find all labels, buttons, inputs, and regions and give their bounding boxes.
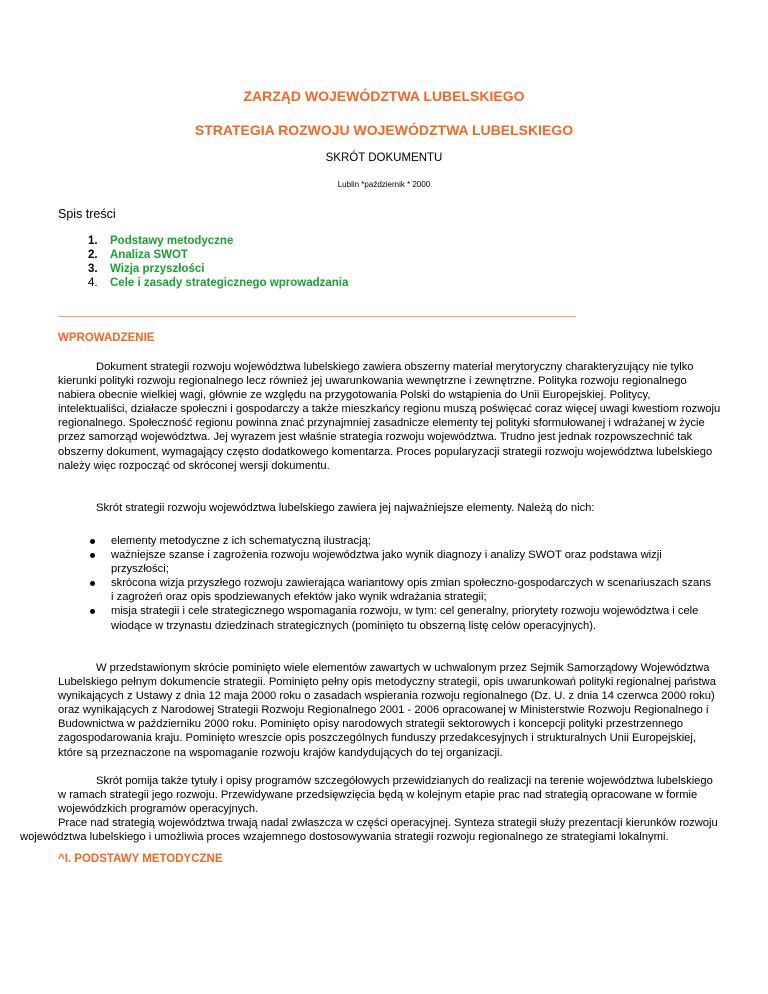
list-item	[96, 548, 716, 576]
list-item-text: skrócona wizja przyszłego rozwoju zawierająca wariantowy opis zmian społeczno-gospodarczych w scenariuszach szans i zagrożeń oraz opis spodziewanych efektów jako wynik wdrażania strategii;	[111, 577, 712, 604]
elements-list	[96, 534, 716, 633]
intro-paragraph-2: Skrót strategii rozwoju województwa lubelskiego zawiera jej najważniejsze elementy. Należą do nich:	[96, 502, 595, 514]
table-of-contents	[88, 234, 348, 290]
list-item	[96, 534, 716, 548]
horizontal-divider	[58, 316, 576, 317]
toc-number: 4.	[88, 277, 98, 289]
toc-title: Spis treści	[58, 207, 116, 221]
toc-item-swot[interactable]	[88, 248, 348, 262]
toc-item-wizja[interactable]	[88, 262, 348, 276]
document-subtitle: SKRÓT DOKUMENTU	[325, 152, 443, 164]
list-item-text: misja strategii i cele strategicznego wspomagania rozwoju, w tym: cel generalny, priorytety rozwoju województwa i cele wiodące w trzynastu dziedzinach strategicznych (pominięto tu obszerną listę celów operacyjnych).	[111, 605, 699, 632]
section-heading-podstawy: ^I. PODSTAWY METODYCZNE	[58, 853, 223, 865]
intro-paragraph-3: W przedstawionym skrócie pominięto wiele elementów zawartych w uchwalonym przez Sejmik Samorządowy Województwa Lubelskiego pełnym dokumencie strategii. Pominięto pełny opis metodyczny strategii, opis uwarunkowań polityki regionalnej państwa wynikających z Ustawy z dnia 12 maja 2000 roku o zasadach wspierania rozwoju regionalnego (Dz. U. z dnia 14 czerwca 2000 roku) oraz wynikających z Narodowej Strategii Rozwoju Regionalnego 2001 - 2006 opracowanej w Ministerstwie Rozwoju Regionalnego i Budownictwa w październiku 2000 roku. Pominięto opisy narodowych strategii sektorowych i koncepcji polityki przestrzennego zagospodarowania kraju. Pominięto wreszcie opis poszczególnych funduszy przedakcesyjnych i strukturalnych Unii Europejskiej, które są przeznaczone na wspomaganie rozwoju krajów kandydujących do tej organizacji.	[58, 662, 716, 759]
toc-link[interactable]: Analiza SWOT	[110, 249, 188, 261]
bullet-icon	[90, 539, 95, 544]
toc-number: 3.	[88, 263, 98, 275]
intro-paragraph-4	[20, 774, 722, 844]
toc-link[interactable]: Wizja przyszłości	[110, 263, 205, 275]
list-item-text: elementy metodyczne z ich schematyczną ilustracją;	[111, 535, 371, 547]
toc-item-cele[interactable]	[88, 276, 348, 290]
list-item-text: ważniejsze szanse i zagrożenia rozwoju województwa jako wynik diagnozy i analizy SWOT oraz podstawa wizji przyszłości;	[111, 549, 662, 576]
section-heading-wprowadzenie: WPROWADZENIE	[58, 332, 155, 344]
place-date: Lublin *październik * 2000	[337, 180, 431, 189]
toc-number: 1.	[88, 235, 98, 247]
toc-link[interactable]: Podstawy metodyczne	[110, 235, 234, 247]
intro-paragraph-4a: Skrót pomija także tytuły i opisy programów szczegółowych przewidzianych do realizacji na terenie województwa lubelskiego w ramach strategii jego rozwoju. Przewidywane przedsięwzięcia będą w kolejnym etapie prac nad strategią opracowane w formie wojewódzkich programów operacyjnych.	[58, 775, 713, 816]
list-item	[96, 604, 716, 632]
strategy-title: STRATEGIA ROZWOJU WOJEWÓDZTWA LUBELSKIEGO	[194, 122, 574, 138]
bullet-icon	[90, 581, 95, 586]
bullet-icon	[90, 553, 95, 558]
intro-paragraph-1: Dokument strategii rozwoju województwa lubelskiego zawiera obszerny materiał merytoryczny charakteryzujący nie tylko kierunki polityki rozwoju regionalnego lecz również jej uwarunkowania wewnętrzne i zewnętrzne. Polityka rozwoju regionalnego nabiera obecnie wielkiej wagi, głównie ze względu na przygotowania Polski do wstąpienia do Unii Europejskiej. Politycy, intelektualiści, działacze społeczni i gospodarczy a także mieszkańcy regionu muszą poświęcać coraz więcej uwagi kwestiom rozwoju regionalnego. Społeczność regionu powinna znać przynajmniej zasadnicze elementy tej polityki sformułowanej i wdrażanej w życie przez samorząd województwa. Jej wyrazem jest właśnie strategia rozwoju województwa. Trudno jest jednak rozpowszechnić tak obszerny dokument, wymagający często dodatkowego komentarza. Proces popularyzacji strategii rozwoju województwa lubelskiego należy więc rozpocząć od skróconej wersji dokumentu.	[58, 361, 721, 472]
list-item	[96, 576, 716, 604]
bullet-icon	[90, 609, 95, 614]
intro-paragraph-4b: Prace nad strategią województwa trwają nadal zwłaszcza w części operacyjnej. Synteza strategii służy prezentacji kierunków rozwoju województwa lubelskiego i umożliwia proces wzajemnego dostosowywania strategii rozwoju regionalnego ze strategiami lokalnymi.	[20, 817, 718, 844]
toc-item-podstawy[interactable]	[88, 234, 348, 248]
toc-link[interactable]: Cele i zasady strategicznego wprowadzania	[110, 277, 349, 289]
board-title: ZARZĄD WOJEWÓDZTWA LUBELSKIEGO	[243, 88, 525, 104]
toc-number: 2.	[88, 249, 98, 261]
